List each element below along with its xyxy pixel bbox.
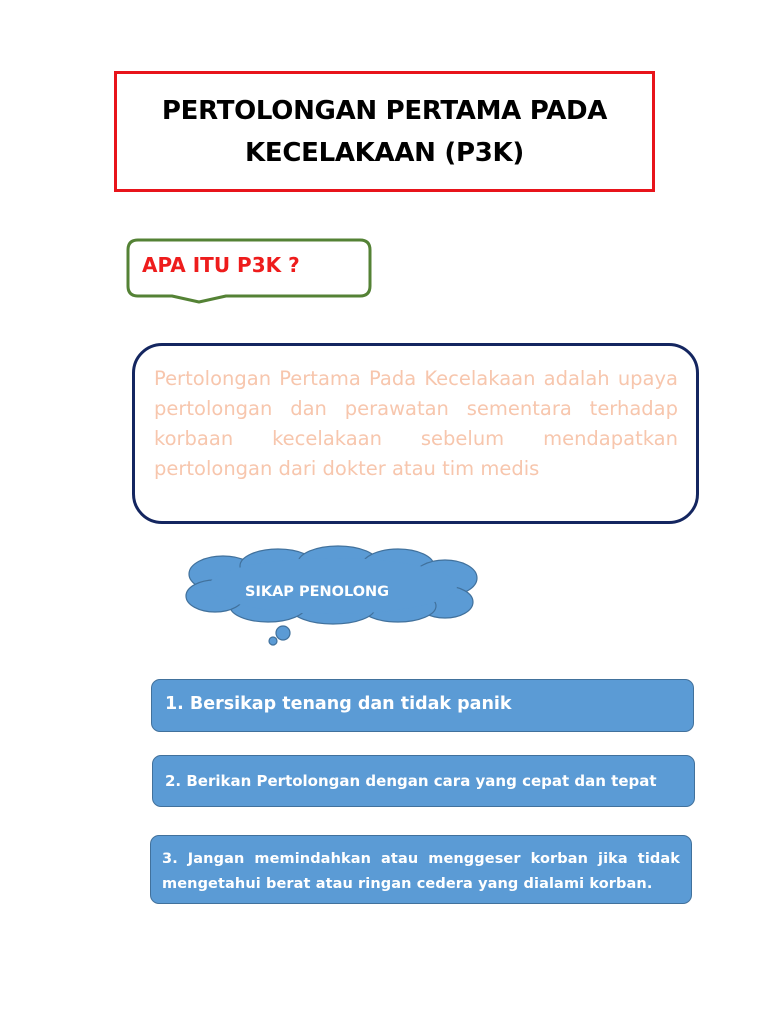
list-item-text: 3. Jangan memindahkan atau menggeser korban jika tidak mengetahui berat atau ringan cedera yang dialami korban. xyxy=(162,851,680,892)
list-item xyxy=(151,679,694,732)
title-line-1: PERTOLONGAN PERTAMA PADA xyxy=(161,95,608,126)
list-item-text: 1. Bersikap tenang dan tidak panik xyxy=(165,694,512,714)
list-item xyxy=(152,755,695,807)
list-item-text: 2. Berikan Pertolongan dengan cara yang cepat dan tepat xyxy=(165,772,657,790)
cloud-label: SIKAP PENOLONG xyxy=(245,584,390,600)
title-box xyxy=(114,71,655,192)
question-callout xyxy=(126,238,372,304)
page-title xyxy=(135,90,635,174)
question-text: APA ITU P3K ? xyxy=(142,253,300,277)
thought-cloud xyxy=(183,544,481,648)
list-item xyxy=(150,835,692,904)
definition-text: Pertolongan Pertama Pada Kecelakaan adalah upaya pertolongan dan perawatan sementara terhadap korbaan kecelakaan sebelum mendapatkan pertolongan dari dokter atau tim medis xyxy=(154,367,678,480)
definition-box xyxy=(132,343,699,524)
title-line-2: KECELAKAAN (P3K) xyxy=(245,137,524,168)
